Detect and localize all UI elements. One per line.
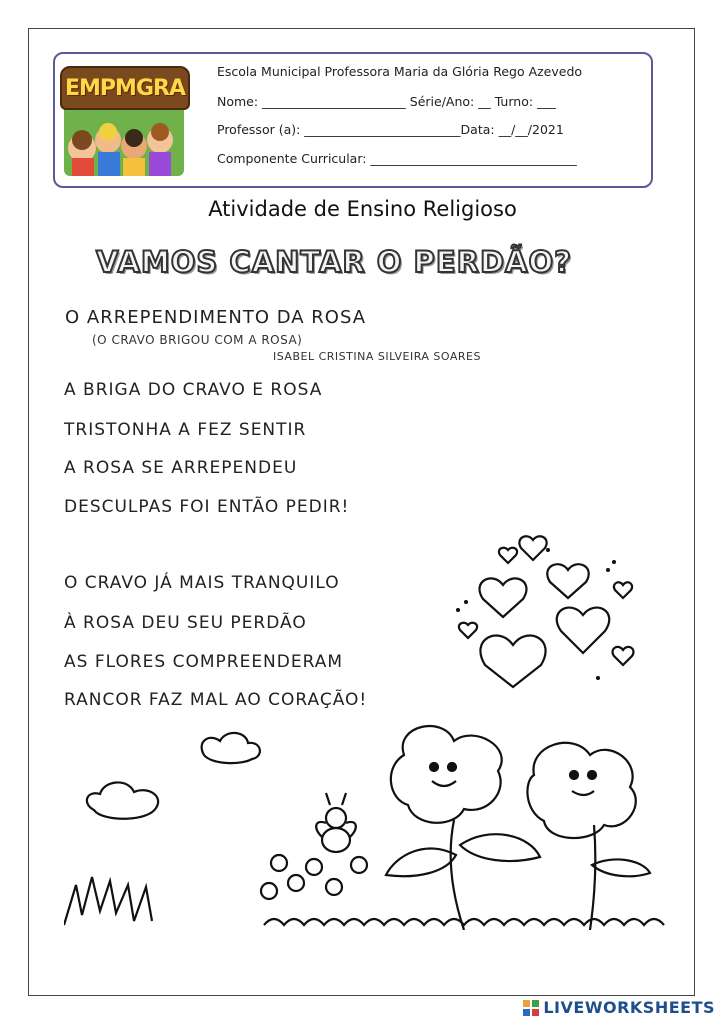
poem-author: ISABEL CRISTINA SILVEIRA SOARES (273, 350, 481, 363)
verse-line: AS FLORES COMPREENDERAM (64, 652, 344, 672)
brand-text: LIVEWORKSHEETS (543, 998, 715, 1017)
verse-line: O CRAVO JÁ MAIS TRANQUILO (64, 573, 340, 593)
activity-title: Atividade de Ensino Religioso (208, 197, 517, 221)
school-logo (60, 60, 200, 180)
verse-line: A ROSA SE ARREPENDEU (64, 458, 298, 478)
name-field-line[interactable]: Nome: _______________________ Série/Ano: __ Turno: ___ (217, 94, 556, 109)
poem-subtitle: (O CRAVO BRIGOU COM A ROSA) (92, 333, 303, 347)
verse-line: À ROSA DEU SEU PERDÃO (64, 613, 307, 633)
hearts-illustration (438, 530, 638, 690)
verse-line: RANCOR FAZ MAL AO CORAÇÃO! (64, 690, 368, 710)
verse-line: TRISTONHA A FEZ SENTIR (64, 420, 307, 440)
school-name: Escola Municipal Professora Maria da Glória Rego Azevedo (217, 64, 583, 79)
liveworksheets-brand[interactable] (523, 998, 715, 1017)
subject-field-line[interactable]: Componente Curricular: _________________________________ (217, 151, 577, 166)
song-title: VAMOS CANTAR O PERDÃO? (96, 245, 572, 279)
teacher-field-line[interactable]: Professor (a): _________________________Data: __/__/2021 (217, 122, 564, 137)
verse-line: DESCULPAS FOI ENTÃO PEDIR! (64, 497, 350, 517)
poem-title: O ARREPENDIMENTO DA ROSA (65, 307, 367, 328)
logo-text: EMPMGRA (60, 66, 190, 110)
flowers-illustration (64, 715, 684, 930)
verse-line: A BRIGA DO CRAVO E ROSA (64, 380, 323, 400)
liveworksheets-logo-icon (523, 1000, 539, 1016)
